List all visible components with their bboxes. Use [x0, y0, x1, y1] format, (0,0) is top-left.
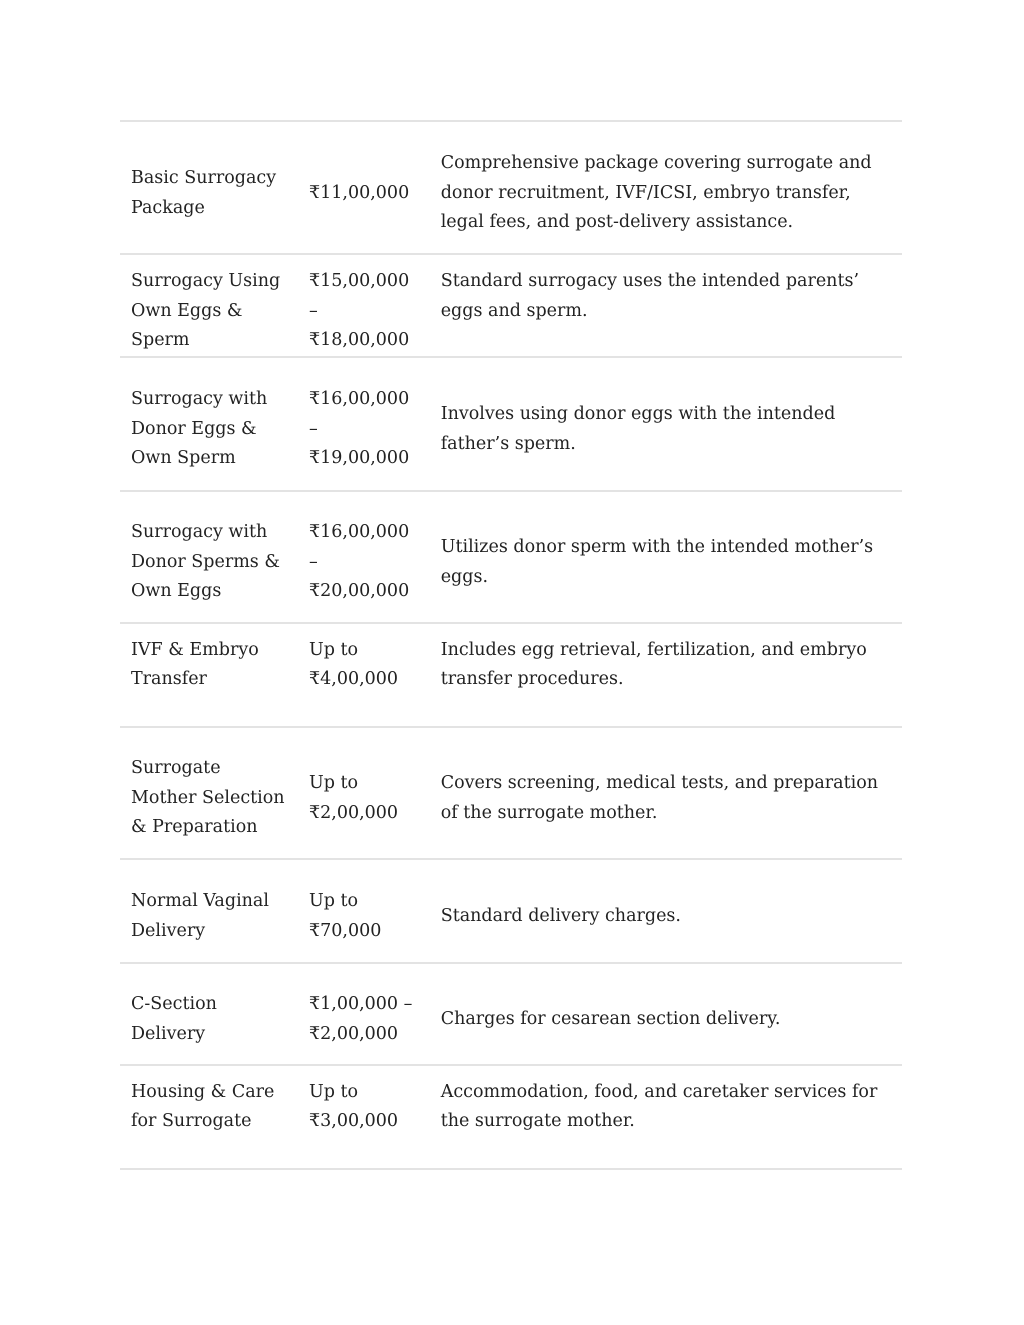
description-text: Involves using donor eggs with the intended father’s sperm.	[440, 404, 836, 454]
service-cell	[120, 121, 298, 254]
cost-value: Up to ₹70,000	[309, 891, 382, 941]
description-cell	[430, 623, 902, 727]
rule-cell	[298, 1169, 430, 1170]
cost-cell	[298, 963, 430, 1065]
cost-cell	[298, 491, 430, 623]
cost-value: ₹11,00,000	[309, 182, 410, 203]
table-row	[120, 254, 902, 357]
surrogacy-cost-table	[120, 120, 902, 1170]
service-cell	[120, 623, 298, 727]
description-cell	[430, 121, 902, 254]
service-name: C-Section Delivery	[131, 994, 217, 1044]
service-cell	[120, 727, 298, 859]
description-cell	[430, 1065, 902, 1169]
description-text: Covers screening, medical tests, and preparation of the surrogate mother.	[440, 773, 879, 823]
cost-value: ₹15,00,000 – ₹18,00,000	[309, 271, 410, 350]
service-name: Housing & Care for Surrogate	[131, 1081, 275, 1131]
table-bottom-rule	[120, 1169, 902, 1170]
cost-value: ₹1,00,000 – ₹2,00,000	[309, 994, 413, 1044]
cost-cell	[298, 1065, 430, 1169]
table-row	[120, 623, 902, 727]
cost-value: ₹16,00,000 – ₹20,00,000	[309, 522, 410, 602]
service-cell	[120, 1065, 298, 1169]
description-cell	[430, 357, 902, 491]
description-text: Comprehensive package covering surrogate and donor recruitment, IVF/ICSI, embryo transfer, legal fees, and post-delivery assistance.	[440, 153, 872, 233]
service-cell	[120, 357, 298, 491]
service-name: Normal Vaginal Delivery	[131, 891, 269, 941]
rule-cell	[120, 1169, 298, 1170]
table-row	[120, 357, 902, 491]
table-row	[120, 491, 902, 623]
cost-value: ₹16,00,000 – ₹19,00,000	[309, 389, 410, 469]
description-text: Standard surrogacy uses the intended parents’ eggs and sperm.	[440, 271, 860, 321]
description-cell	[430, 254, 902, 357]
cost-cell	[298, 357, 430, 491]
service-name: Surrogate Mother Selection & Preparation	[131, 758, 285, 838]
cost-cell	[298, 623, 430, 727]
description-text: Standard delivery charges.	[440, 905, 681, 926]
cost-cell	[298, 121, 430, 254]
description-cell	[430, 491, 902, 623]
description-text: Utilizes donor sperm with the intended mother’s eggs.	[440, 537, 874, 587]
cost-cell	[298, 254, 430, 357]
service-cell	[120, 859, 298, 963]
table-row	[120, 963, 902, 1065]
description-text: Charges for cesarean section delivery.	[440, 1008, 781, 1029]
description-text: Includes egg retrieval, fertilization, and embryo transfer procedures.	[440, 639, 867, 689]
cost-cell	[298, 727, 430, 859]
rule-cell	[430, 1169, 902, 1170]
service-name: Surrogacy Using Own Eggs & Sperm	[131, 271, 281, 350]
service-cell	[120, 254, 298, 357]
service-cell	[120, 963, 298, 1065]
description-cell	[430, 727, 902, 859]
cost-value: Up to ₹2,00,000	[309, 773, 399, 823]
service-cell	[120, 491, 298, 623]
service-name: Surrogacy with Donor Sperms & Own Eggs	[131, 522, 280, 602]
table-row	[120, 121, 902, 254]
service-name: IVF & Embryo Transfer	[131, 639, 259, 689]
description-cell	[430, 963, 902, 1065]
cost-value: Up to ₹3,00,000	[309, 1081, 399, 1131]
cost-value: Up to ₹4,00,000	[309, 639, 399, 689]
table-row	[120, 1065, 902, 1169]
description-text: Accommodation, food, and caretaker services for the surrogate mother.	[440, 1081, 878, 1131]
table-row	[120, 727, 902, 859]
service-name: Surrogacy with Donor Eggs & Own Sperm	[131, 389, 268, 469]
cost-cell	[298, 859, 430, 963]
service-name: Basic Surrogacy Package	[131, 168, 277, 218]
description-cell	[430, 859, 902, 963]
table-row	[120, 859, 902, 963]
